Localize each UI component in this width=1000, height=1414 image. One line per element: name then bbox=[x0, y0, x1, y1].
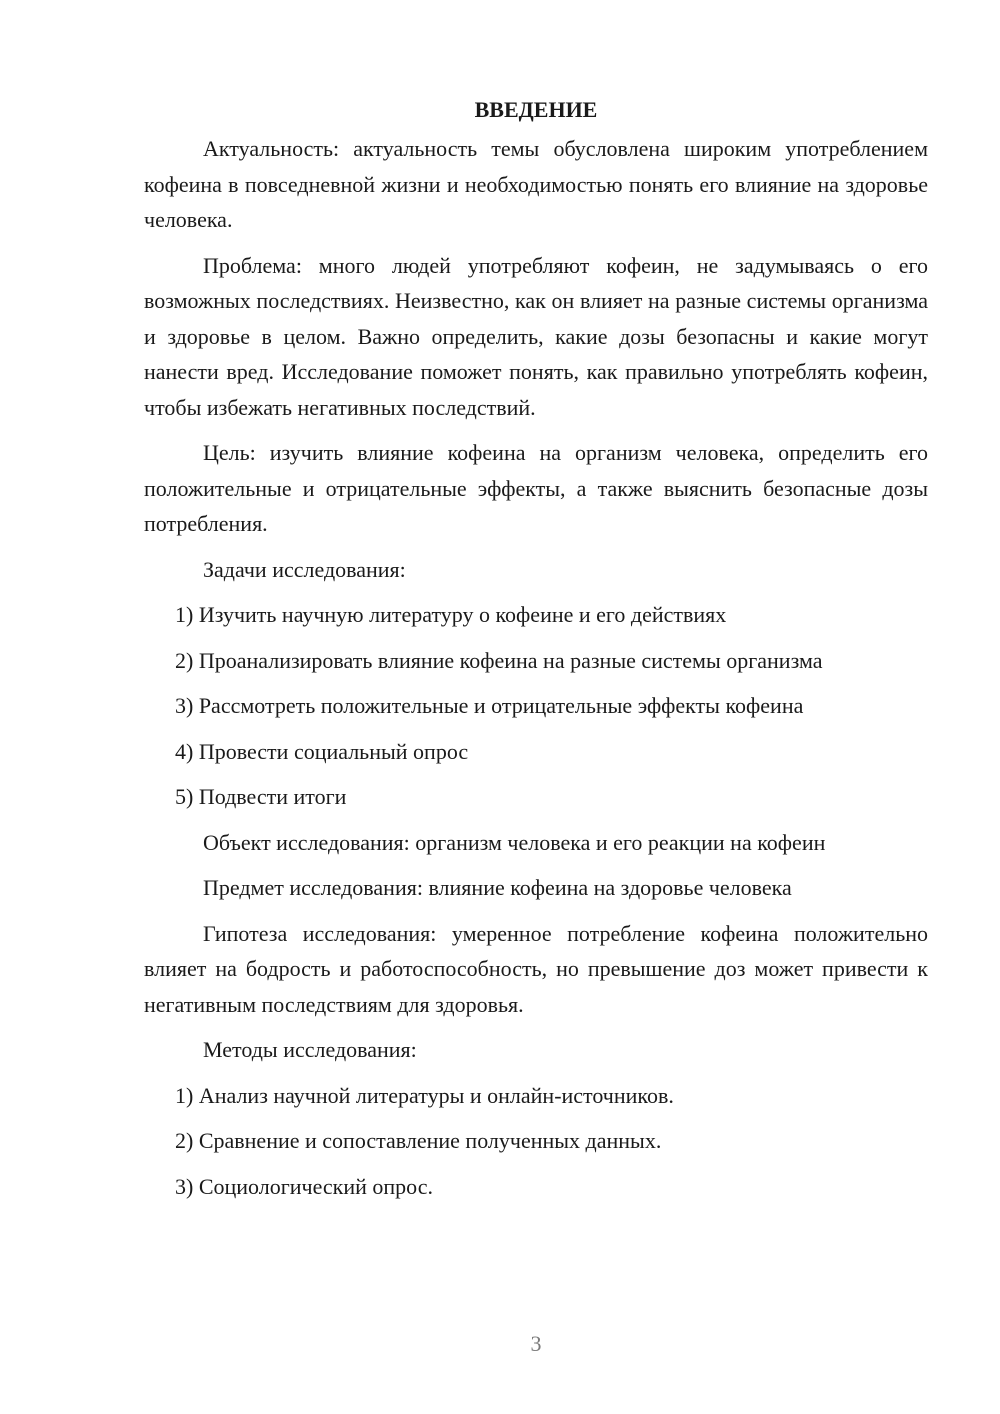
tasks-title: Задачи исследования: bbox=[203, 556, 406, 582]
subject-paragraph: Предмет исследования: влияние кофеина на здоровье человека bbox=[203, 875, 792, 900]
method-item: 1) Анализ научной литературы и онлайн-источников. bbox=[175, 1082, 674, 1108]
document-page bbox=[144, 92, 928, 1214]
task-item: 5) Подвести итоги bbox=[175, 784, 347, 809]
object-paragraph: Объект исследования: организм человека и его реакции на кофеин bbox=[203, 829, 826, 855]
hypothesis-paragraph: Гипотеза исследования: умеренное потребление кофеина положительно влияет на бодрость и работоспособность, но превышение доз может привести к негативным последствиям для здоровья. bbox=[144, 920, 928, 1017]
section-heading: ВВЕДЕНИЕ bbox=[474, 97, 598, 122]
method-item: 3) Социологический опрос. bbox=[175, 1173, 433, 1199]
relevance-paragraph: Актуальность: актуальность темы обусловлена широким употреблением кофеина в повседневной жизни и необходимостью понять его влияние на здоровье человека. bbox=[144, 136, 928, 232]
method-item: 2) Сравнение и сопоставление полученных данных. bbox=[175, 1128, 662, 1153]
goal-paragraph: Цель: изучить влияние кофеина на организм человека, определить его положительные и отрицательные эффекты, а также выяснить безопасные дозы потребления. bbox=[144, 440, 928, 536]
methods-title: Методы исследования: bbox=[203, 1037, 417, 1062]
task-item: 4) Провести социальный опрос bbox=[175, 738, 469, 764]
page-number: 3 bbox=[530, 1331, 542, 1356]
problem-paragraph: Проблема: много людей употребляют кофеин, не задумываясь о его возможных последствиях. Неизвестно, как он влияет на разные системы организма и здоровье в целом. Важно определить, какие дозы безопасны и какие могут нанести вред. Исследование поможет понять, как правильно употреблять кофеин, чтобы избежать негативных последствий. bbox=[144, 252, 928, 420]
task-item: 1) Изучить научную литературу о кофеине и его действиях bbox=[175, 602, 727, 627]
task-item: 3) Рассмотреть положительные и отрицательные эффекты кофеина bbox=[175, 693, 804, 718]
task-item: 2) Проанализировать влияние кофеина на разные системы организма bbox=[175, 647, 823, 673]
